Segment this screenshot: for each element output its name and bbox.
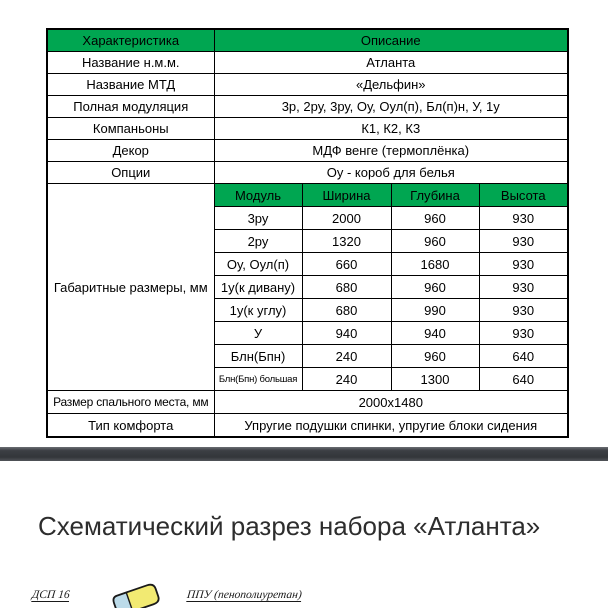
module-height: 640 (479, 368, 568, 391)
header-description: Описание (214, 29, 568, 52)
module-height: 930 (479, 230, 568, 253)
module-depth: 1300 (391, 368, 479, 391)
module-name: Блн(Бпн) (214, 345, 302, 368)
row-value: Упругие подушки спинки, упругие блоки сидения (214, 414, 568, 438)
table-header-row (47, 29, 568, 52)
cushion-cross-section-shape (110, 581, 166, 608)
module-name: Блн(Бпн) большая (214, 368, 302, 391)
module-width: 2000 (302, 207, 391, 230)
row-label: Название МТД (47, 74, 214, 96)
module-depth: 960 (391, 345, 479, 368)
row-value: «Дельфин» (214, 74, 568, 96)
module-depth: 960 (391, 276, 479, 299)
module-name: У (214, 322, 302, 345)
module-depth: 1680 (391, 253, 479, 276)
module-depth: 960 (391, 207, 479, 230)
module-height: 640 (479, 345, 568, 368)
module-height: 930 (479, 322, 568, 345)
spec-table (46, 28, 569, 438)
col-header-width: Ширина (302, 184, 391, 207)
row-label: Размер спального места, мм (47, 391, 214, 414)
row-label: Декор (47, 140, 214, 162)
row-label: Опции (47, 162, 214, 184)
legend-dsp-label: ДСП 16 (31, 589, 71, 601)
row-value: Атланта (214, 52, 568, 74)
col-header-module: Модуль (214, 184, 302, 207)
module-depth: 940 (391, 322, 479, 345)
row-label: Тип комфорта (47, 414, 214, 438)
module-width: 240 (302, 368, 391, 391)
module-height: 930 (479, 299, 568, 322)
module-width: 1320 (302, 230, 391, 253)
row-value: 3р, 2ру, 3ру, Оу, Оул(п), Бл(п)н, У, 1у (214, 96, 568, 118)
module-name: Оу, Оул(п) (214, 253, 302, 276)
legend-ppu-label: ППУ (пенополиуретан) (186, 589, 303, 601)
module-width: 680 (302, 276, 391, 299)
module-width: 240 (302, 345, 391, 368)
module-depth: 990 (391, 299, 479, 322)
module-height: 930 (479, 253, 568, 276)
module-name: 1у(к дивану) (214, 276, 302, 299)
module-name: 3ру (214, 207, 302, 230)
module-width: 680 (302, 299, 391, 322)
table-row (47, 74, 568, 96)
col-header-height: Высота (479, 184, 568, 207)
dimensions-label: Габаритные размеры, мм (47, 184, 214, 391)
module-height: 930 (479, 276, 568, 299)
table-row (47, 162, 568, 184)
dimensions-header-row (47, 184, 568, 207)
row-value: Оу - короб для белья (214, 162, 568, 184)
table-row (47, 414, 568, 438)
module-width: 940 (302, 322, 391, 345)
module-name: 2ру (214, 230, 302, 253)
row-value: 2000х1480 (214, 391, 568, 414)
row-label: Компаньоны (47, 118, 214, 140)
table-row (47, 391, 568, 414)
row-value: К1, К2, К3 (214, 118, 568, 140)
page-divider (0, 447, 608, 461)
table-row (47, 96, 568, 118)
table-row (47, 52, 568, 74)
col-header-depth: Глубина (391, 184, 479, 207)
header-characteristic: Характеристика (47, 29, 214, 52)
module-width: 660 (302, 253, 391, 276)
row-label: Полная модуляция (47, 96, 214, 118)
section-title: Схематический разрез набора «Атланта» (38, 511, 541, 541)
module-height: 930 (479, 207, 568, 230)
table-row (47, 118, 568, 140)
row-label: Название н.м.м. (47, 52, 214, 74)
module-depth: 960 (391, 230, 479, 253)
table-row (47, 140, 568, 162)
module-name: 1у(к углу) (214, 299, 302, 322)
row-value: МДФ венге (термоплёнка) (214, 140, 568, 162)
